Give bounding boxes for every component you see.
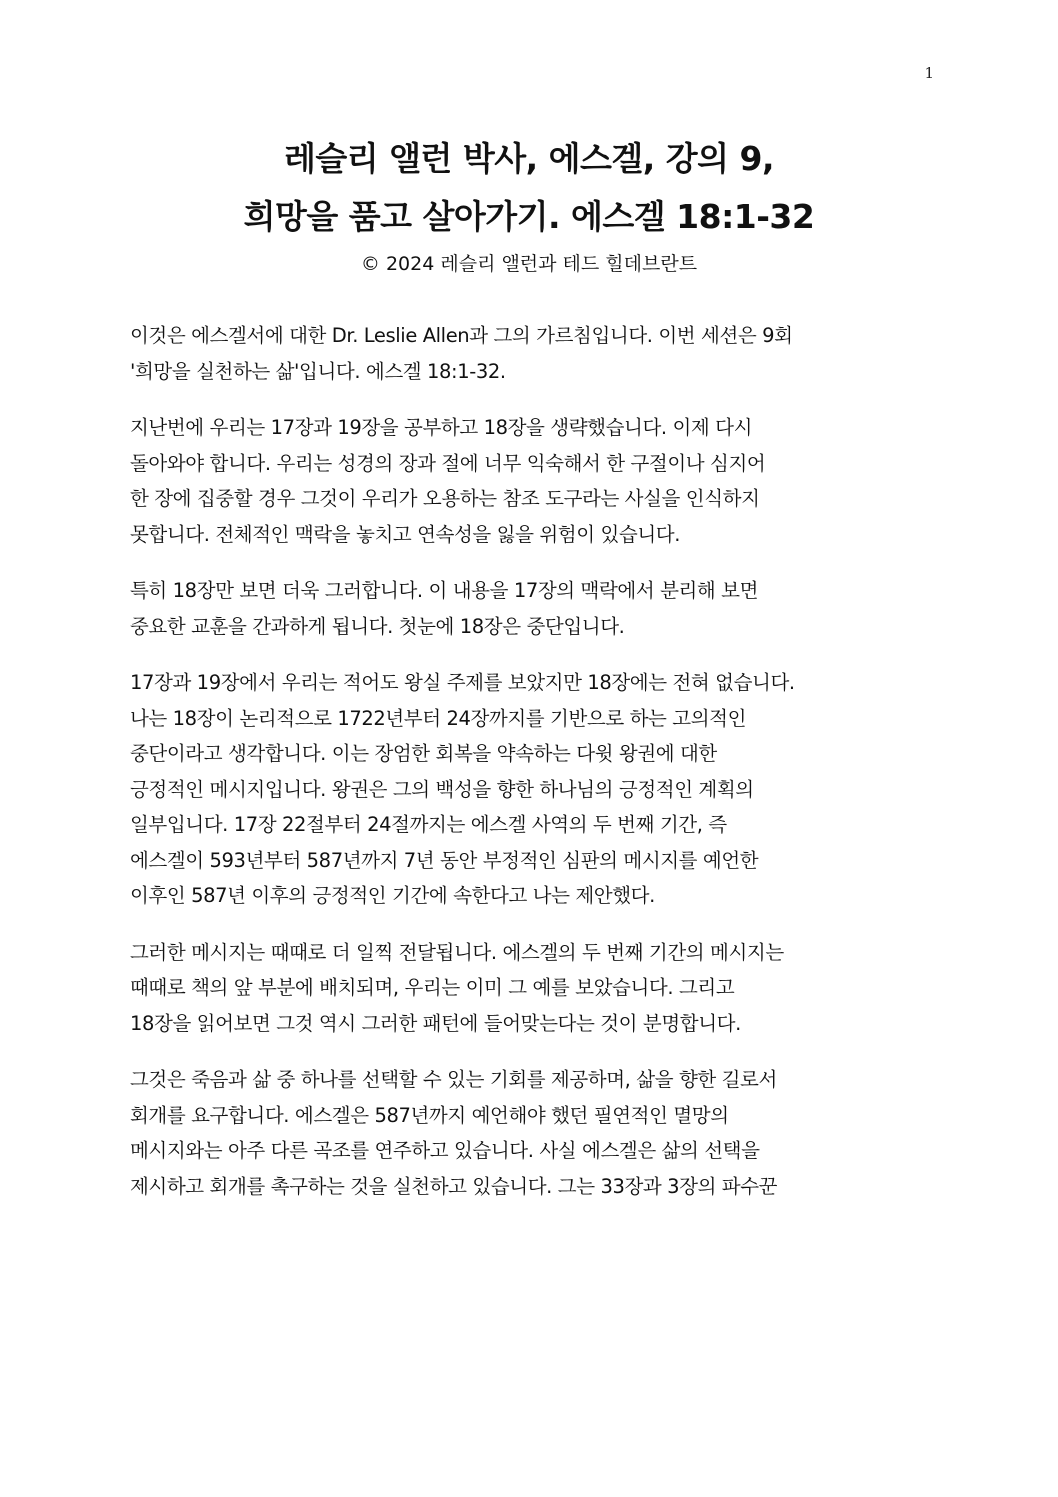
- text-line: 이것은 에스겔서에 대한 Dr. Leslie Allen과 그의 가르침입니다. 이번 세션은 9회: [130, 324, 793, 347]
- paragraph-1: [130, 318, 930, 389]
- paragraph-2: [130, 410, 930, 552]
- page-number: 1: [924, 64, 934, 82]
- text-line: 지난번에 우리는 17장과 19장을 공부하고 18장을 생략했습니다. 이제 다시: [130, 416, 753, 439]
- text-line: 제시하고 회개를 촉구하는 것을 실천하고 있습니다. 그는 33장과 3장의 파수꾼: [130, 1174, 778, 1198]
- text-line: '희망을 실천하는 삶'입니다. 에스겔 18:1-32.: [130, 359, 506, 383]
- paragraph-5: [130, 935, 930, 1042]
- text-line: 17장과 19장에서 우리는 적어도 왕실 주제를 보았지만 18장에는 전혀 없습니다.: [130, 671, 795, 694]
- text-line: 18장을 읽어보면 그것 역시 그러한 패턴에 들어맞는다는 것이 분명합니다.: [130, 1011, 741, 1035]
- text-line: 에스겔이 593년부터 587년까지 7년 동안 부정적인 심판의 메시지를 예언한: [130, 848, 759, 872]
- copyright-notice: © 2024 레슬리 앨런과 테드 힐데브란트: [360, 253, 698, 275]
- text-line: 메시지와는 아주 다른 곡조를 연주하고 있습니다. 사실 에스겔은 삶의 선택을: [130, 1139, 760, 1162]
- paragraph-4: [130, 665, 930, 914]
- text-line: 중단이라고 생각합니다. 이는 장엄한 회복을 약속하는 다윗 왕권에 대한: [130, 742, 717, 765]
- text-line: 돌아와야 합니다. 우리는 성경의 장과 절에 너무 익숙해서 한 구절이나 심지어: [130, 451, 766, 475]
- text-line: 그러한 메시지는 때때로 더 일찍 전달됩니다. 에스겔의 두 번째 기간의 메시지는: [130, 940, 784, 964]
- title-block: [0, 130, 1058, 282]
- text-line: 일부입니다. 17장 22절부터 24절까지는 에스겔 사역의 두 번째 기간, 즉: [130, 813, 727, 836]
- title-line-1: 레슬리 앨런 박사, 에스겔, 강의 9,: [283, 139, 775, 178]
- text-line: 특히 18장만 보면 더욱 그러합니다. 이 내용을 17장의 맥락에서 분리해 보면: [130, 579, 759, 602]
- title-line-2: 희망을 품고 살아가기. 에스겔 18:1-32: [243, 197, 815, 236]
- text-line: 이후인 587년 이후의 긍정적인 기간에 속한다고 나는 제안했다.: [130, 884, 655, 907]
- text-line: 못합니다. 전체적인 맥락을 놓치고 연속성을 잃을 위험이 있습니다.: [130, 522, 680, 546]
- text-line: 회개를 요구합니다. 에스겔은 587년까지 예언해야 했던 필연적인 멸망의: [130, 1103, 729, 1127]
- text-line: 때때로 책의 앞 부분에 배치되며, 우리는 이미 그 예를 보았습니다. 그리고: [130, 976, 735, 999]
- paragraph-6: [130, 1062, 930, 1204]
- text-line: 그것은 죽음과 삶 중 하나를 선택할 수 있는 기회를 제공하며, 삶을 향한 길로서: [130, 1068, 777, 1091]
- text-line: 긍정적인 메시지입니다. 왕권은 그의 백성을 향한 하나님의 긍정적인 계획의: [130, 777, 754, 801]
- text-line: 중요한 교훈을 간과하게 됩니다. 첫눈에 18장은 중단입니다.: [130, 614, 625, 638]
- text-line: 한 장에 집중할 경우 그것이 우리가 오용하는 참조 도구라는 사실을 인식하지: [130, 487, 760, 510]
- text-line: 나는 18장이 논리적으로 1722년부터 24장까지를 기반으로 하는 고의적인: [130, 706, 747, 730]
- paragraph-3: [130, 573, 930, 644]
- body-text: [130, 318, 930, 1225]
